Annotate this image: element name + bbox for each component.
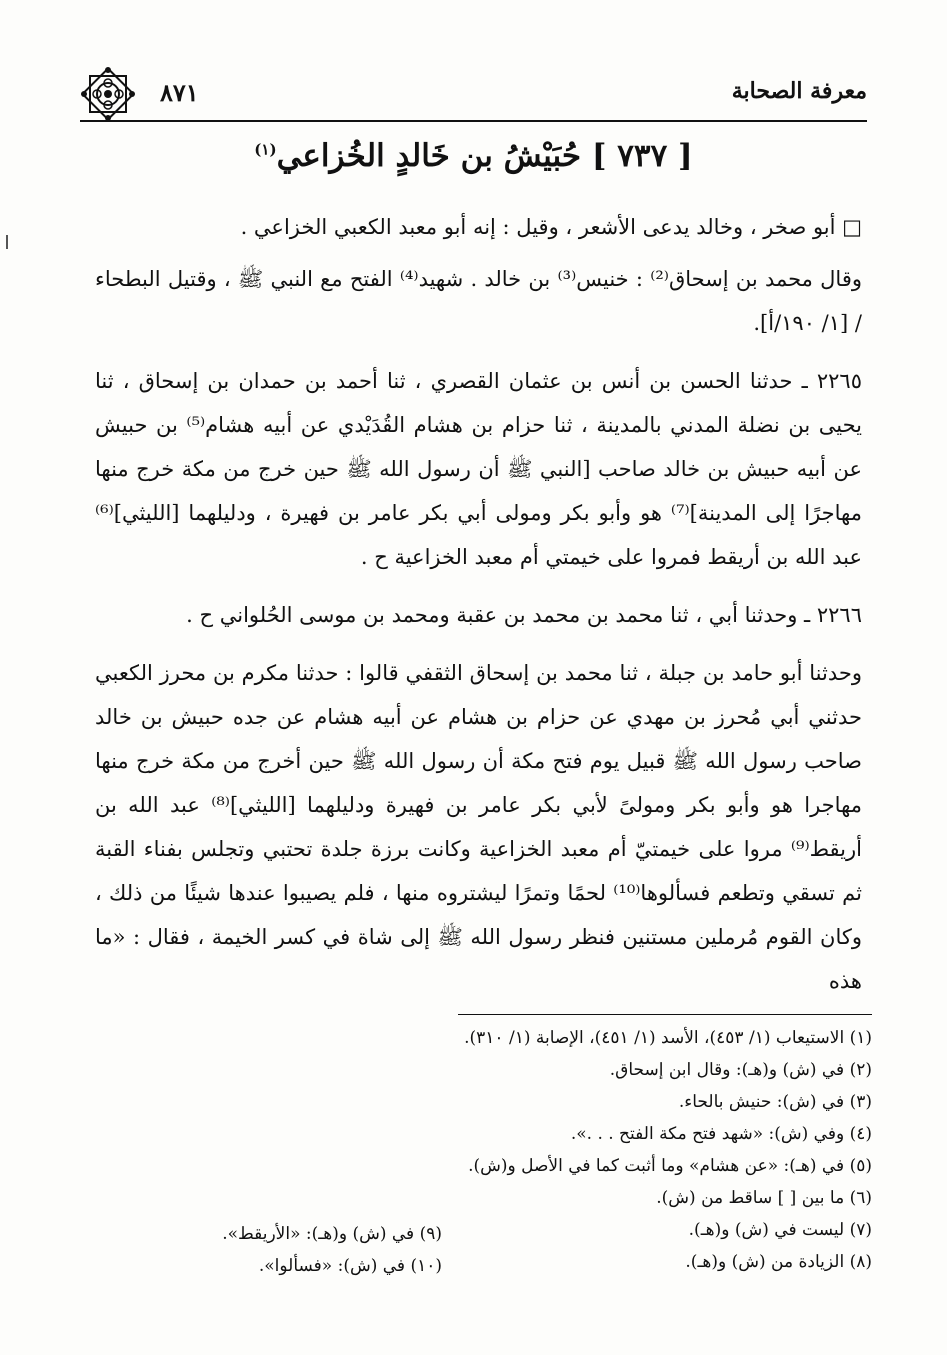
footnotes-left-column — [222, 1218, 442, 1282]
octagram-ornament-icon — [80, 66, 136, 122]
footnote-7: (٧) ليست في (ش) و(هـ). — [688, 1220, 872, 1240]
footnote-4: (٤) وفي (ش): «شهد فتح مكة الفتح . . .». — [570, 1124, 872, 1144]
main-text — [95, 205, 862, 1011]
scan-margin-mark — [6, 235, 8, 249]
footnote-divider — [458, 1014, 872, 1015]
hadith-2266: ٢٢٦٦ ـ وحدثنا أبي ، ثنا محمد بن محمد بن عقبة ومحمد بن موسى الحُلواني ح . — [186, 603, 862, 627]
entry-note-ref: (١) — [254, 140, 277, 159]
page-header — [80, 70, 867, 122]
paragraph-abu-hamid: وحدثنا أبو حامد بن جبلة ، ثنا محمد بن إسحاق الثقفي قالوا : حدثنا مكرم بن محرز الكعبي حدثني أبي مُحرز بن مهدي عن حزام بن هشام عن أبيه هشام عن جده حبيش بن خالد صاحب رسول الله ﷺ قبيل يوم فتح مكة أن رسول الله ﷺ حين أخرج من مكة خرج منها مهاجرا هو وأبو بكر ومولىً لأبي بكر عامر بن فهيرة ودليلهما [الليثي]⁽⁸⁾ عبد الله بن أريقط⁽⁹⁾ مروا على خيمتيّ أم معبد الخزاعية وكانت برزة جلدة تحتبي وتجلس بفناء القبة ثم تسقي وتطعم فسألوها⁽¹⁰⁾ لحمًا وتمرًا ليشتروه منها ، فلم يصيبوا عندها شيئًا من ذلك ، وكان القوم مُرملين مستنين فنظر رسول الله ﷺ إلى شاة في كسر الخيمة ، فقال : «ما هذه — [95, 661, 863, 993]
hadith-2265: ٢٢٦٥ ـ حدثنا الحسن بن أنس بن عثمان القصري ، ثنا أحمد بن حمدان بن إسحاق ، ثنا يحيى بن نضلة المدني بالمدينة ، ثنا حزام بن هشام القُدَيْدي عن أبيه هشام⁽⁵⁾ بن حبيش عن أبيه حبيش بن خالد صاحب [النبي ﷺ أن رسول الله ﷺ حين خرج من مكة خرج منها مهاجرًا إلى المدينة]⁽⁷⁾ هو وأبو بكر ومولى أبي بكر عامر بن فهيرة ، ودليلهما [الليثي]⁽⁶⁾ عبد الله بن أريقط فمروا على خيمتي أم معبد الخزاعية ح . — [95, 369, 862, 569]
footnote-3: (٣) في (ش): حنيش بالحاء. — [678, 1092, 872, 1112]
running-title: معرفة الصحابة — [731, 78, 867, 104]
footnote-5: (٥) في (هـ): «عن هشام» وما أثبت كما في الأصل و(ش). — [468, 1156, 872, 1176]
entry-name: حُبَيْشُ بن خَالدٍ الخُزاعي — [276, 138, 582, 174]
entry-number: [ ٧٣٧ ] — [591, 138, 693, 174]
footnote-2: (٢) في (ش) و(هـ): وقال ابن إسحاق. — [609, 1060, 872, 1080]
footnote-10: (١٠) في (ش): «فسألوا». — [258, 1256, 442, 1276]
paragraph-ibn-ishaq: وقال محمد بن إسحاق⁽²⁾ : خنيس⁽³⁾ بن خالد . شهيد⁽⁴⁾ الفتح مع النبي ﷺ ، وقتيل البطحاء / [١/ ١٩٠/أ]. — [95, 267, 862, 335]
footnotes-right-column — [464, 1022, 872, 1278]
entry-heading — [120, 138, 827, 174]
footnote-6: (٦) ما بين [ ] ساقط من (ش). — [656, 1188, 872, 1208]
footnote-1: (١) الاستيعاب (١/ ٤٥٣)، الأسد (١/ ٤٥١)، الإصابة (١/ ٣١٠). — [464, 1028, 872, 1048]
footnote-8: (٨) الزيادة من (ش) و(هـ). — [685, 1252, 872, 1272]
footnote-9: (٩) في (ش) و(هـ): «الأريقط». — [222, 1224, 442, 1244]
page-number: ٨٧١ — [160, 78, 199, 107]
paragraph-intro: □ أبو صخر ، وخالد يدعى الأشعر ، وقيل : إنه أبو معبد الكعبي الخزاعي . — [240, 215, 862, 239]
